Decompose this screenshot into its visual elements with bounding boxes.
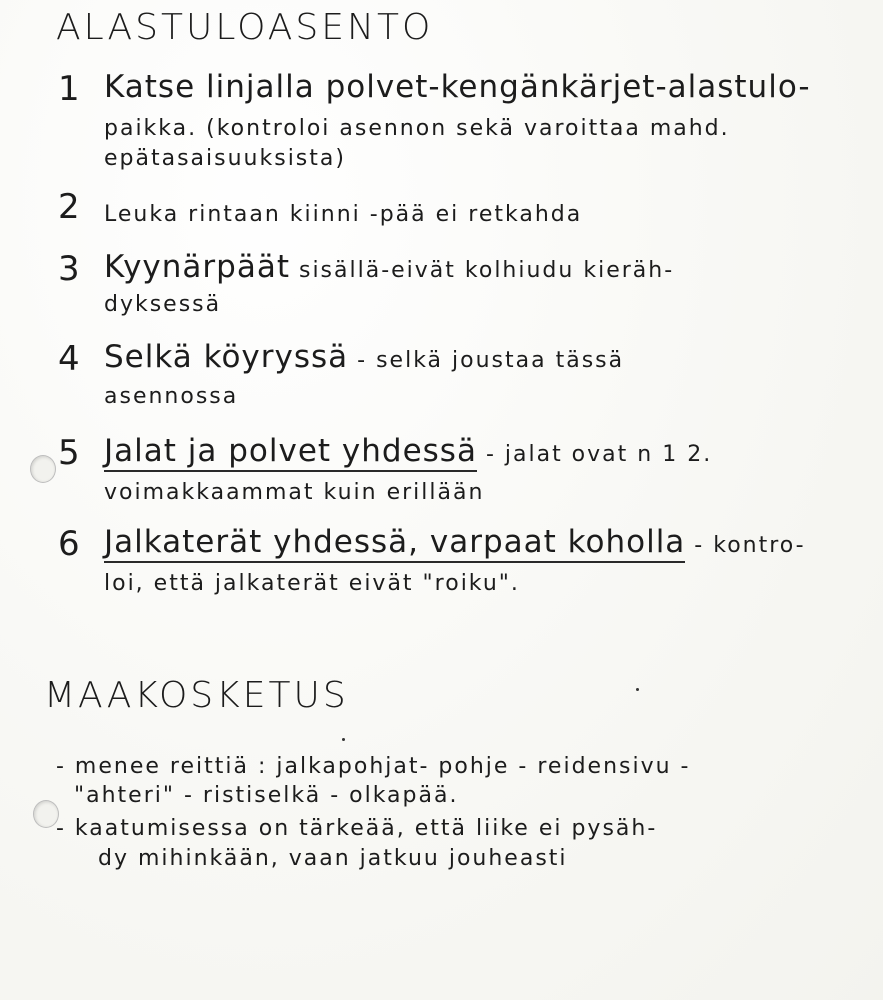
ink-speck <box>342 738 345 741</box>
item-text: - selkä joustaa tässä <box>348 348 625 373</box>
item-text: sisällä-eivät kolhiudu kieräh- <box>289 258 675 283</box>
item-text: Kyynärpäät <box>104 249 290 285</box>
item-number: 3 <box>58 249 80 289</box>
item-number: 1 <box>58 69 80 109</box>
item-text-underlined: Jalkaterät yhdessä, varpaat koholla <box>104 524 685 563</box>
item-text-underlined: Jalat ja polvet yhdessä <box>104 433 477 472</box>
item-number: 5 <box>58 433 80 473</box>
item-text: Selkä köyryssä <box>104 339 349 375</box>
bullet-text: - kaatumisessa on tärkeää, että liike ei pysäh- <box>56 816 658 841</box>
page-title: ALASTULOASENTO <box>56 7 434 48</box>
item-text: - jalat ovat n 1 2. <box>476 442 713 467</box>
item-text: voimakkaammat kuin erillään <box>104 480 485 505</box>
item-text: Leuka rintaan kiinni -pää ei retkahda <box>104 202 583 227</box>
item-text: loi, että jalkaterät eivät "roiku". <box>104 571 520 596</box>
bullet-text: - menee reittiä : jalkapohjat- pohje - reidensivu - <box>56 754 691 779</box>
item-text: dyksessä <box>104 292 222 317</box>
section-title: MAAKOSKETUS <box>44 675 349 716</box>
item-number: 2 <box>58 187 80 227</box>
bullet-text: "ahteri" - ristiselkä - olkapää. <box>74 783 459 808</box>
bullet-text: dy mihinkään, vaan jatkuu jouheasti <box>98 846 568 871</box>
punch-hole <box>30 455 56 483</box>
item-text: - kontro- <box>685 533 806 558</box>
item-text: Katse linjalla polvet-kengänkärjet-alastulo- <box>104 69 811 105</box>
item-text: epätasaisuuksista) <box>104 146 346 171</box>
ink-speck <box>636 688 639 691</box>
item-number: 6 <box>58 524 80 564</box>
item-text: paikka. (kontroloi asennon sekä varoittaa mahd. <box>104 116 730 141</box>
item-text: asennossa <box>104 384 239 409</box>
item-number: 4 <box>58 339 80 379</box>
